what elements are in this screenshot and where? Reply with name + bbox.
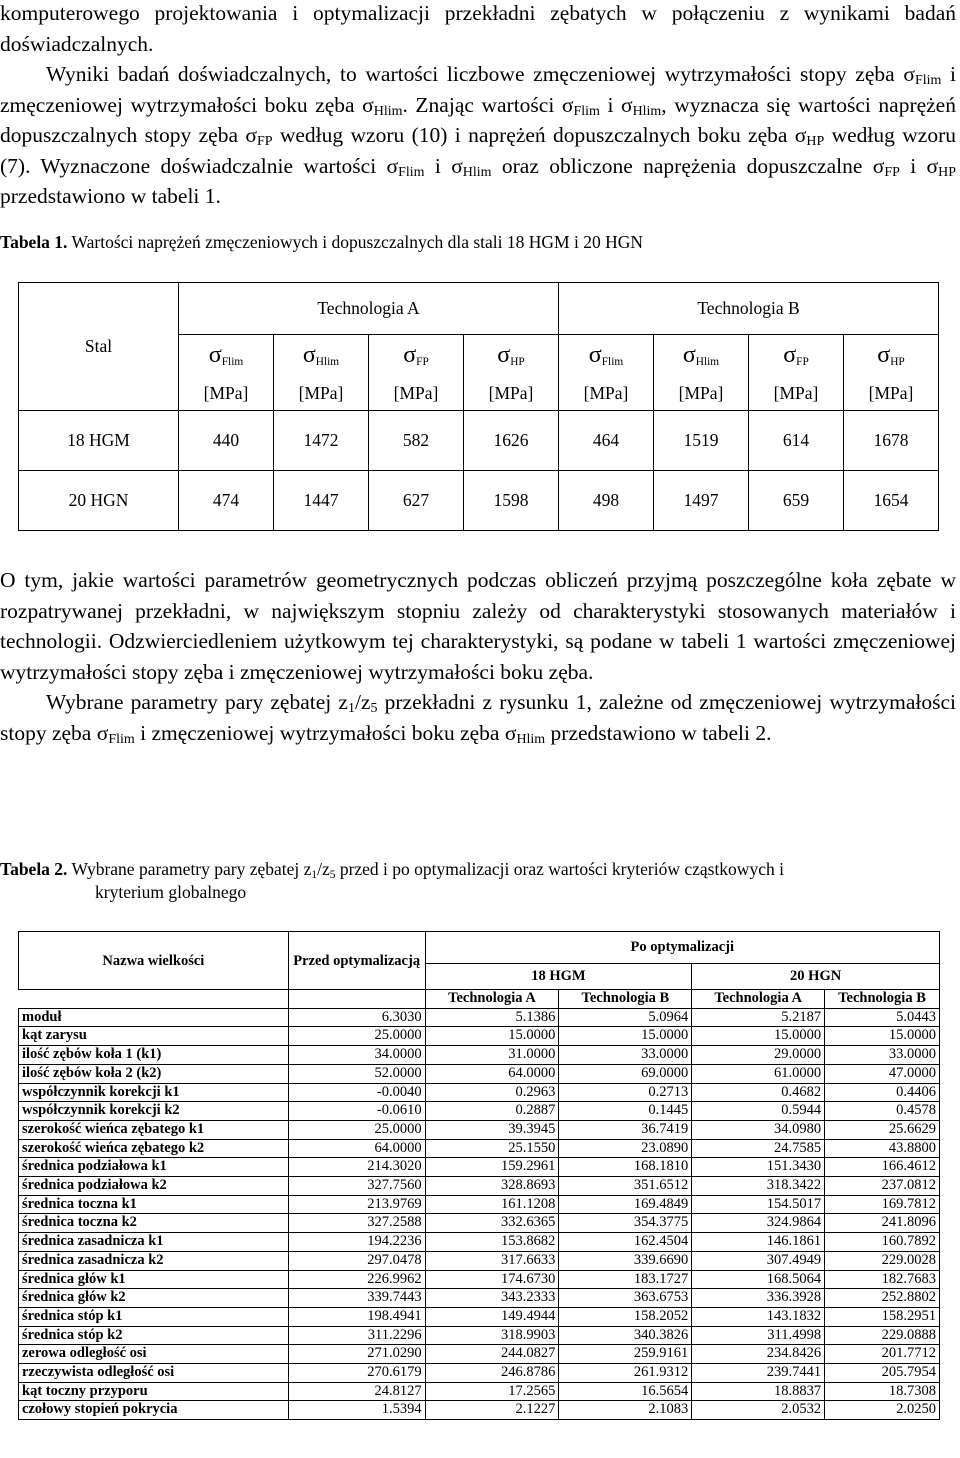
table-row: [19, 1289, 940, 1308]
after-header: Po optymalizacji: [425, 932, 939, 964]
row-value: 17.2565: [425, 1382, 559, 1401]
row-value: 6.3030: [288, 1008, 425, 1027]
before-header: Przed optymalizacją: [288, 932, 425, 990]
row-label: szerokość wieńca zębatego k2: [19, 1139, 289, 1158]
row-value: 213.9769: [288, 1195, 425, 1214]
table-row: [19, 1158, 940, 1177]
row-value: 151.3430: [692, 1158, 825, 1177]
row-label: współczynnik korekcji k2: [19, 1102, 289, 1121]
row-value: 25.1550: [425, 1139, 559, 1158]
row-value: 52.0000: [288, 1064, 425, 1083]
row-label: średnica zasadnicza k1: [19, 1233, 289, 1252]
table-row: [19, 1364, 940, 1383]
row-value: 198.4941: [288, 1307, 425, 1326]
row-value: 241.8096: [825, 1214, 940, 1233]
row-label: czołowy stopień pokrycia: [19, 1401, 289, 1420]
row-value: 271.0290: [288, 1345, 425, 1364]
row-value: 252.8802: [825, 1289, 940, 1308]
row-label: ilość zębów koła 1 (k1): [19, 1046, 289, 1065]
row-value: 33.0000: [559, 1046, 692, 1065]
table-row: [19, 1195, 940, 1214]
table-row: [19, 1008, 940, 1027]
row-value: 205.7954: [825, 1364, 940, 1383]
row-value: 174.6730: [425, 1270, 559, 1289]
stal-header: Stal: [19, 283, 179, 411]
row-value: 0.2963: [425, 1083, 559, 1102]
row-value: 143.1832: [692, 1307, 825, 1326]
row-value: 15.0000: [559, 1027, 692, 1046]
row-value: 0.4578: [825, 1102, 940, 1121]
row-value: 297.0478: [288, 1251, 425, 1270]
table-row: [19, 1083, 940, 1102]
row-label: średnica podziałowa k1: [19, 1158, 289, 1177]
table-row: [19, 1046, 940, 1065]
paragraph-4: Wybrane parametry pary zębatej $z_1/z_5$ przekładni z rysunku 1, zależne od zmęczeniowej wytrzymałości stopy zęba $\sigma_{Flim}$ i zmęczeniowej wytrzymałości boku zęba $\sigma_{Hlim}$ przedstawiono w tabeli 2.: [0, 690, 956, 747]
row-label: szerokość wieńca zębatego k1: [19, 1120, 289, 1139]
row-value: 317.6633: [425, 1251, 559, 1270]
table-row: [19, 1345, 940, 1364]
row-value: 160.7892: [825, 1233, 940, 1252]
row-value: 168.1810: [559, 1158, 692, 1177]
row-label: kąt zarysu: [19, 1027, 289, 1046]
row-value: 246.8786: [425, 1364, 559, 1383]
row-value: 149.4944: [425, 1307, 559, 1326]
row-value: 169.4849: [559, 1195, 692, 1214]
row-value: 201.7712: [825, 1345, 940, 1364]
table1: [18, 282, 939, 531]
name-header: Nazwa wielkości: [19, 932, 289, 990]
row-value: 0.1445: [559, 1102, 692, 1121]
row-value: 354.3775: [559, 1214, 692, 1233]
row-value: 234.8426: [692, 1345, 825, 1364]
row-value: 332.6365: [425, 1214, 559, 1233]
row-value: 5.2187: [692, 1008, 825, 1027]
intro-text: [0, 0, 956, 212]
row-value: 259.9161: [559, 1345, 692, 1364]
row-value: 43.8800: [825, 1139, 940, 1158]
tech-a-header: Technologia A: [179, 283, 559, 335]
row-label: średnica głów k1: [19, 1270, 289, 1289]
row-label: średnica podziałowa k2: [19, 1177, 289, 1196]
table-row: 20 HGN 474 1447 627 1598 498 1497 659 1654: [19, 471, 939, 531]
row-value: 158.2951: [825, 1307, 940, 1326]
row-value: 169.7812: [825, 1195, 940, 1214]
table-row: [19, 1233, 940, 1252]
row-value: 24.8127: [288, 1382, 425, 1401]
row-value: 324.9864: [692, 1214, 825, 1233]
row-label: średnica toczna k2: [19, 1214, 289, 1233]
row-value: 154.5017: [692, 1195, 825, 1214]
row-value: 1.5394: [288, 1401, 425, 1420]
row-value: 0.2887: [425, 1102, 559, 1121]
row-value: 5.1386: [425, 1008, 559, 1027]
unit-row: [MPa] [MPa] [MPa] [MPa] [MPa] [MPa] [MPa] [MPa]: [19, 377, 939, 411]
row-label: ilość zębów koła 2 (k2): [19, 1064, 289, 1083]
row-label: moduł: [19, 1008, 289, 1027]
row-value: 34.0000: [288, 1046, 425, 1065]
row-value: 351.6512: [559, 1177, 692, 1196]
row-value: 5.0443: [825, 1008, 940, 1027]
row-value: 339.6690: [559, 1251, 692, 1270]
row-value: 183.1727: [559, 1270, 692, 1289]
row-value: 311.2296: [288, 1326, 425, 1345]
row-value: 214.3020: [288, 1158, 425, 1177]
row-label: średnica zasadnicza k2: [19, 1251, 289, 1270]
row-value: 24.7585: [692, 1139, 825, 1158]
row-value: 61.0000: [692, 1064, 825, 1083]
table-row: [19, 1102, 940, 1121]
row-value: -0.0040: [288, 1083, 425, 1102]
row-value: 327.7560: [288, 1177, 425, 1196]
row-value: 311.4998: [692, 1326, 825, 1345]
row-value: 0.2713: [559, 1083, 692, 1102]
row-value: 34.0980: [692, 1120, 825, 1139]
row-value: -0.0610: [288, 1102, 425, 1121]
row-value: 328.8693: [425, 1177, 559, 1196]
row-value: 5.0964: [559, 1008, 692, 1027]
row-value: 146.1861: [692, 1233, 825, 1252]
row-value: 340.3826: [559, 1326, 692, 1345]
row-label: średnica głów k2: [19, 1289, 289, 1308]
row-value: 162.4504: [559, 1233, 692, 1252]
row-label: zerowa odległość osi: [19, 1345, 289, 1364]
row-value: 15.0000: [825, 1027, 940, 1046]
row-value: 327.2588: [288, 1214, 425, 1233]
row-value: 2.1083: [559, 1401, 692, 1420]
row-value: 0.4682: [692, 1083, 825, 1102]
table2-caption: Tabela 2. Wybrane parametry pary zębatej $z_1/z_5$ przed i po optymalizacji oraz wartości kryteriów cząstkowych i kryterium globalnego: [0, 859, 784, 902]
row-value: 25.0000: [288, 1027, 425, 1046]
row-value: 261.9312: [559, 1364, 692, 1383]
table-row: [19, 1326, 940, 1345]
row-value: 307.4949: [692, 1251, 825, 1270]
intro-paragraph-2: Wyniki badań doświadczalnych, to wartości liczbowe zmęczeniowej wytrzymałości stopy zęba $\sigma_{Flim}$ i zmęczeniowej wytrzymałości boku zęba $\sigma_{Hlim}$. Znając wartości $\sigma_{Flim}$ i $\sigma_{Hlim}$, wyznacza się wartości naprężeń dopuszczalnych stopy zęba $\sigma_{FP}$ według wzoru (10) i naprężeń dopuszczalnych boku zęba $\sigma_{HP}$ według wzoru (7). Wyznaczone doświadczalnie wartości $\sigma_{Flim}$ i $\sigma_{Hlim}$ oraz obliczone naprężenia dopuszczalne $\sigma_{FP}$ i $\sigma_{HP}$ przedstawiono w tabeli 1.: [0, 62, 956, 208]
row-label: kąt toczny przyporu: [19, 1382, 289, 1401]
row-value: 229.0888: [825, 1326, 940, 1345]
row-value: 158.2052: [559, 1307, 692, 1326]
table-row: [19, 1120, 940, 1139]
row-value: 33.0000: [825, 1046, 940, 1065]
row-value: 31.0000: [425, 1046, 559, 1065]
hgm-header: 18 HGM: [425, 964, 692, 990]
row-value: 194.2236: [288, 1233, 425, 1252]
table-row: [19, 1177, 940, 1196]
row-value: 168.5064: [692, 1270, 825, 1289]
row-value: 270.6179: [288, 1364, 425, 1383]
row-value: 16.5654: [559, 1382, 692, 1401]
row-value: 182.7683: [825, 1270, 940, 1289]
row-value: 47.0000: [825, 1064, 940, 1083]
table-row: [19, 1270, 940, 1289]
row-value: 29.0000: [692, 1046, 825, 1065]
row-label: współczynnik korekcji k1: [19, 1083, 289, 1102]
table-row: [19, 1139, 940, 1158]
row-label: średnica stóp k1: [19, 1307, 289, 1326]
row-value: 318.9903: [425, 1326, 559, 1345]
row-value: 237.0812: [825, 1177, 940, 1196]
table-row: [19, 1214, 940, 1233]
row-value: 161.1208: [425, 1195, 559, 1214]
row-value: 166.4612: [825, 1158, 940, 1177]
table-row: [19, 1064, 940, 1083]
row-value: 18.7308: [825, 1382, 940, 1401]
row-value: 2.1227: [425, 1401, 559, 1420]
table-row: [19, 1307, 940, 1326]
row-value: 159.2961: [425, 1158, 559, 1177]
row-value: 153.8682: [425, 1233, 559, 1252]
row-value: 336.3928: [692, 1289, 825, 1308]
intro-line1: komputerowego projektowania i optymalizacji przekładni zębatych w połączeniu z wynikami badań doświadczalnych.: [0, 1, 956, 56]
row-value: 363.6753: [559, 1289, 692, 1308]
row-value: 36.7419: [559, 1120, 692, 1139]
sigma-header-row: $\sigma_{Flim}$ $\sigma_{Hlim}$ $\sigma_{FP}$ $\sigma_{HP}$ $\sigma_{Flim}$ $\sigma_{Hlim}$ $\sigma_{FP}$ $\sigma_{HP}$: [19, 335, 939, 377]
table-row: 18 HGM 440 1472 582 1626 464 1519 614 1678: [19, 411, 939, 471]
row-value: 69.0000: [559, 1064, 692, 1083]
row-value: 2.0532: [692, 1401, 825, 1420]
table-row: [19, 1251, 940, 1270]
row-label: średnica stóp k2: [19, 1326, 289, 1345]
table-row: [19, 1382, 940, 1401]
row-value: 15.0000: [692, 1027, 825, 1046]
row-value: 339.7443: [288, 1289, 425, 1308]
row-value: 0.5944: [692, 1102, 825, 1121]
row-label: rzeczywista odległość osi: [19, 1364, 289, 1383]
row-value: 64.0000: [288, 1139, 425, 1158]
hgn-header: 20 HGN: [692, 964, 940, 990]
row-value: 239.7441: [692, 1364, 825, 1383]
row-value: 318.3422: [692, 1177, 825, 1196]
row-value: 226.9962: [288, 1270, 425, 1289]
row-value: 229.0028: [825, 1251, 940, 1270]
row-value: 23.0890: [559, 1139, 692, 1158]
row-value: 18.8837: [692, 1382, 825, 1401]
row-value: 2.0250: [825, 1401, 940, 1420]
row-value: 25.0000: [288, 1120, 425, 1139]
row-value: 0.4406: [825, 1083, 940, 1102]
paragraph-3: O tym, jakie wartości parametrów geometrycznych podczas obliczeń przyjmą poszczególne koła zębate w rozpatrywanej przekładni, w największym stopniu zależy od charakterystyki stosowanych materiałów i technologii. Odzwierciedleniem użytkowym tej charakterystyki, są podane w tabeli 1 wartości zmęczeniowej wytrzymałości stopy zęba i zmęczeniowej wytrzymałości boku zęba.: [0, 568, 956, 684]
table1-caption: Tabela 1. Wartości naprężeń zmęczeniowych i dopuszczalnych dla stali 18 HGM i 20 HGN: [0, 232, 644, 252]
row-value: 343.2333: [425, 1289, 559, 1308]
row-value: 244.0827: [425, 1345, 559, 1364]
row-value: 15.0000: [425, 1027, 559, 1046]
table-row: [19, 1027, 940, 1046]
table-row: [19, 1401, 940, 1420]
row-value: 39.3945: [425, 1120, 559, 1139]
tech-b-header: Technologia B: [559, 283, 939, 335]
middle-text: [0, 565, 956, 748]
table2: Nazwa wielkości Przed optymalizacją Po optymalizacji 18 HGM 20 HGN Technologia A Technologia B Technologia A Technologia B moduł 6.3030 5.1386 5.0964 5.2187 5.0443 kąt zarysu 25.0000 15.0000 15.0000 15.0000 15.0000 ilość zębów koła 1 (k1) 34.0000 31.0000 33.0000 29.0000 33.0000 ilość zębów koła 2 (k2) 52.0000 64.0000 69.0000 61.0000 47.0000 współczynnik korekcji k1 -0.0040 0.2963 0.2713 0.4682 0.4406 współczynnik korekcji k2 -0.0610 0.2887 0.1445 0.5944 0.4578 szerokość wieńca zębatego k1 25.0000 39.3945 36.7419 34.0980 25.6629 szerokość wieńca zębatego k2 64.0000 25.1550 23.0890 24.7585 43.8800 średnica podziałowa k1 214.3020 159.2961 168.1810 151.3430 166.4612 średnica podziałowa k2 327.7560 328.8693 351.6512 318.3422 237.0812 średnica toczna k1 213.9769 161.1208 169.4849 154.5017 169.7812 średnica toczna k2 327.2588 332.6365 354.3775 324.9864 241.8096 średnica zasadnicza k1 194.2236 153.8682 162.4504 146.1861 160.7892 średnica zasadnicza k2 297.0478 317.6633 339.6690 307.4949 229.0028 średnica głów k1 226.9962 174.6730 183.1727 168.5064 182.7683 średnica głów k2 339.7443 343.2333 363.6753 336.3928 252.8802 średnica stóp k1 198.4941 149.4944 158.2052 143.1832 158.2951 średnica stóp k2 311.2296 318.9903 340.3826 311.4998 229.0888 zerowa odległość osi 271.0290 244.0827 259.9161 234.8426 201.7712 rzeczywista odległość osi 270.6179 246.8786 261.9312 239.7441 205.7954 kąt toczny przyporu 24.8127 17.2565 16.5654 18.8837 18.7308 czołowy stopień pokrycia 1.5394 2.1227 2.1083 2.0532 2.0250: [18, 931, 940, 1420]
row-value: 64.0000: [425, 1064, 559, 1083]
row-value: 25.6629: [825, 1120, 940, 1139]
row-label: średnica toczna k1: [19, 1195, 289, 1214]
